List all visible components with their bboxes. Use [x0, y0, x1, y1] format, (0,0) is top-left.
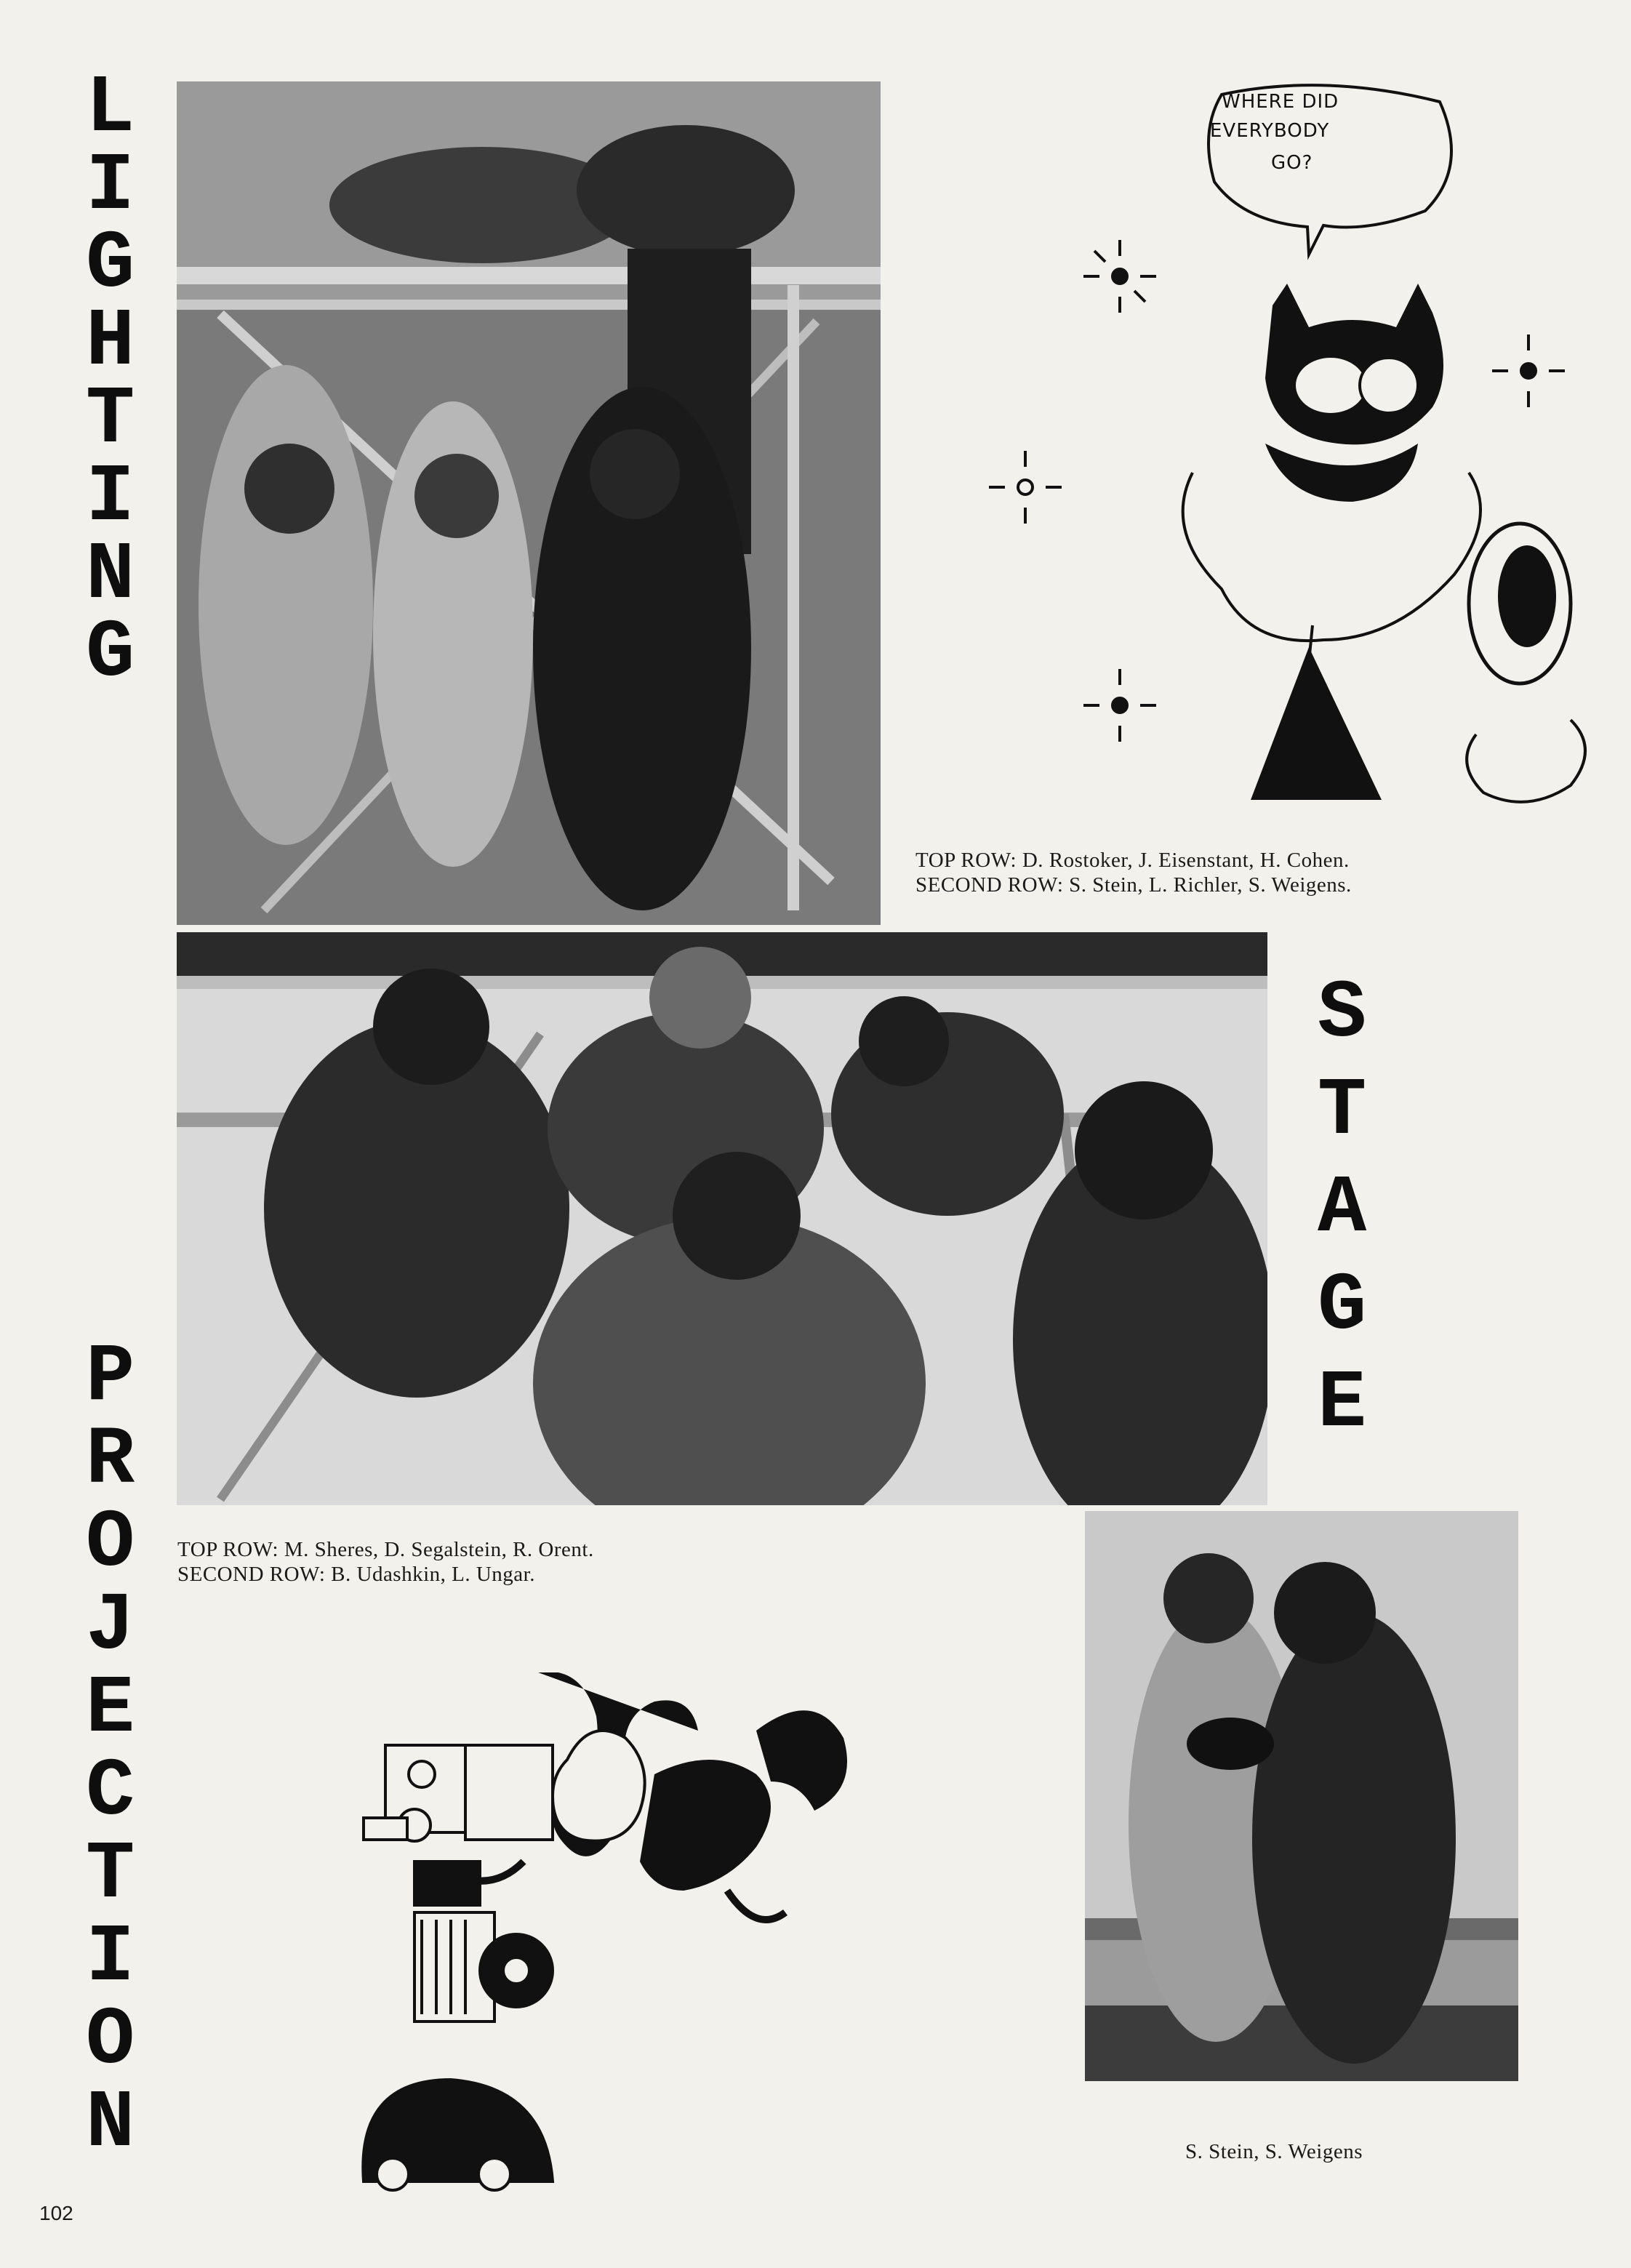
heading-letter: G [86, 218, 135, 310]
heading-letter: R [86, 1414, 135, 1507]
heading-projection [86, 1331, 135, 2170]
heading-letter: H [86, 296, 135, 388]
caption-line: TOP ROW: D. Rostoker, J. Eisenstant, H. Cohen. [915, 849, 1350, 872]
speech-bubble-line: GO? [1271, 152, 1313, 174]
caption-projection-crew [177, 1537, 594, 1587]
heading-letter: I [86, 140, 135, 233]
heading-letter: T [86, 374, 135, 466]
heading-lighting [86, 63, 135, 700]
cartoon-lightbulb-character [945, 65, 1600, 814]
heading-letter: G [1318, 1260, 1367, 1353]
cartoon-projector-and-squirrel [349, 1672, 858, 2203]
heading-letter: E [86, 1663, 135, 1755]
heading-letter: G [86, 607, 135, 700]
caption-line: TOP ROW: M. Sheres, D. Segalstein, R. Orent. [177, 1538, 594, 1561]
speech-bubble-line: WHERE DID [1222, 91, 1339, 113]
heading-letter: N [86, 2077, 135, 2170]
heading-letter: P [86, 1331, 135, 1424]
caption-line: SECOND ROW: B. Udashkin, L. Ungar. [177, 1563, 535, 1586]
heading-letter: C [86, 1746, 135, 1838]
heading-letter: I [86, 1912, 135, 2004]
heading-letter: O [86, 1995, 135, 2087]
heading-letter: L [86, 63, 135, 155]
heading-letter: A [1318, 1163, 1367, 1255]
heading-letter: E [1318, 1358, 1367, 1450]
heading-letter: N [86, 529, 135, 622]
heading-letter: T [86, 1829, 135, 1921]
heading-letter: S [1318, 968, 1367, 1060]
photo-projection-crew [177, 932, 1267, 1505]
page-number: 102 [39, 2202, 73, 2224]
heading-letter: O [86, 1497, 135, 1590]
photo-lighting-crew [177, 81, 881, 925]
caption-lighting-crew [915, 848, 1352, 897]
heading-letter: I [86, 452, 135, 544]
heading-letter: J [86, 1580, 135, 1672]
photo-stage-pair [1085, 1511, 1518, 2081]
caption-line: SECOND ROW: S. Stein, L. Richler, S. Weigens. [915, 873, 1352, 897]
heading-letter: T [1318, 1065, 1367, 1158]
caption-stage-pair: S. Stein, S. Weigens [1185, 2140, 1363, 2163]
speech-bubble-line: EVERYBODY [1210, 120, 1330, 142]
heading-stage [1318, 966, 1366, 1453]
